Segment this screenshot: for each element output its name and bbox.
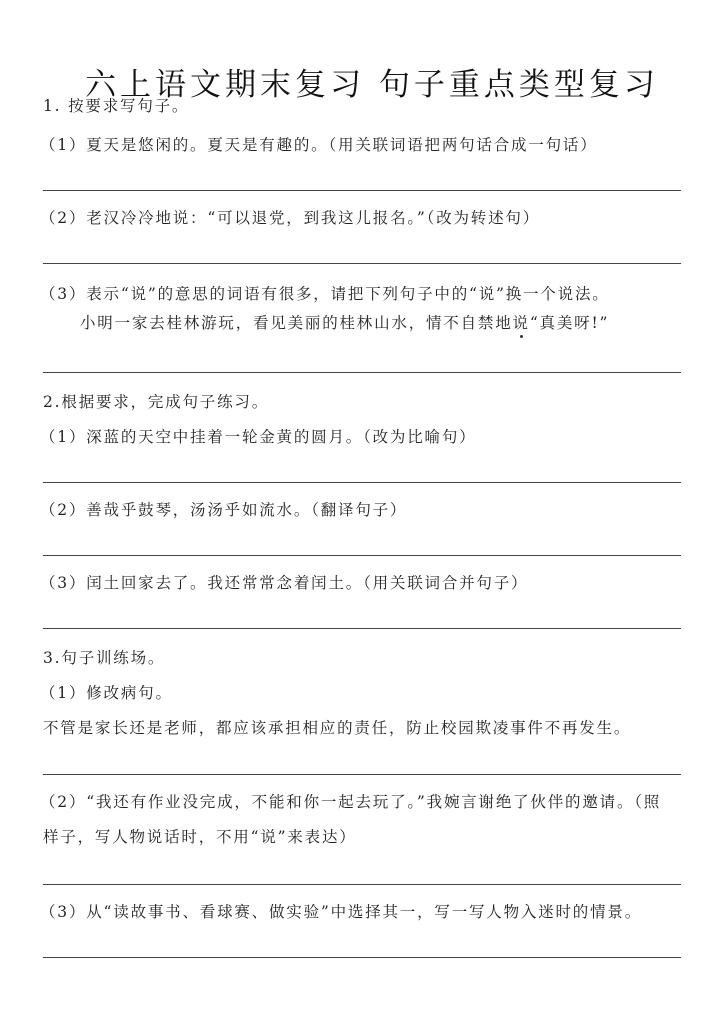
section-1-heading: 1. 按要求写句子。 xyxy=(43,97,190,115)
question-3-3-prompt: （3）从“读故事书、看球赛、做实验”中选择其一，写一写人物入迷时的情景。 xyxy=(40,903,643,921)
sentence-after: “真美呀!” xyxy=(529,314,610,332)
emphasized-word: 说 xyxy=(512,314,530,332)
question-1-2-prompt: （2）老汉冷冷地说：“可以退党，到我这儿报名。”（改为转述句） xyxy=(40,209,541,227)
answer-line-1-3[interactable] xyxy=(43,372,681,373)
question-2-3-prompt: （3）闰土回家去了。我还常常念着闰土。（用关联词合并句子） xyxy=(40,574,529,592)
question-2-1-prompt: （1）深蓝的天空中挂着一轮金黄的圆月。（改为比喻句） xyxy=(40,428,477,446)
answer-line-2-2[interactable] xyxy=(43,555,681,556)
answer-line-1-1[interactable] xyxy=(43,190,681,191)
section-2-heading: 2.根据要求，完成句子练习。 xyxy=(43,393,269,411)
question-2-2-prompt: （2）善哉乎鼓琴，汤汤乎如流水。（翻译句子） xyxy=(40,501,408,519)
answer-line-3-2[interactable] xyxy=(43,884,681,885)
question-1-1-prompt: （1）夏天是悠闲的。夏天是有趣的。（用关联词语把两句话合成一句话） xyxy=(40,136,598,154)
page-title: 六上语文期末复习 句子重点类型复习 xyxy=(85,66,659,103)
question-3-2-prompt-line-1: （2）“我还有作业没完成，不能和你一起去玩了。”我婉言谢绝了伙伴的邀请。（照 xyxy=(40,793,662,811)
question-1-3-sentence xyxy=(80,313,609,333)
answer-line-3-1[interactable] xyxy=(43,774,681,775)
answer-line-2-3[interactable] xyxy=(43,628,681,629)
sentence-before: 小明一家去桂林游玩，看见美丽的桂林山水，情不自禁地 xyxy=(80,314,513,332)
answer-line-3-3[interactable] xyxy=(43,957,681,958)
question-1-3-prompt: （3）表示“说”的意思的词语有很多，请把下列句子中的“说”换一个说法。 xyxy=(40,285,610,303)
answer-line-2-1[interactable] xyxy=(43,482,681,483)
question-3-1-prompt: （1）修改病句。 xyxy=(40,684,173,702)
question-3-2-prompt-line-2: 样子，写人物说话时，不用“说”来表达） xyxy=(43,828,357,846)
question-3-1-sentence: 不管是家长还是老师，都应该承担相应的责任，防止校园欺凌事件不再发生。 xyxy=(43,719,632,737)
answer-line-1-2[interactable] xyxy=(43,263,681,264)
section-3-heading: 3.句子训练场。 xyxy=(43,649,166,667)
